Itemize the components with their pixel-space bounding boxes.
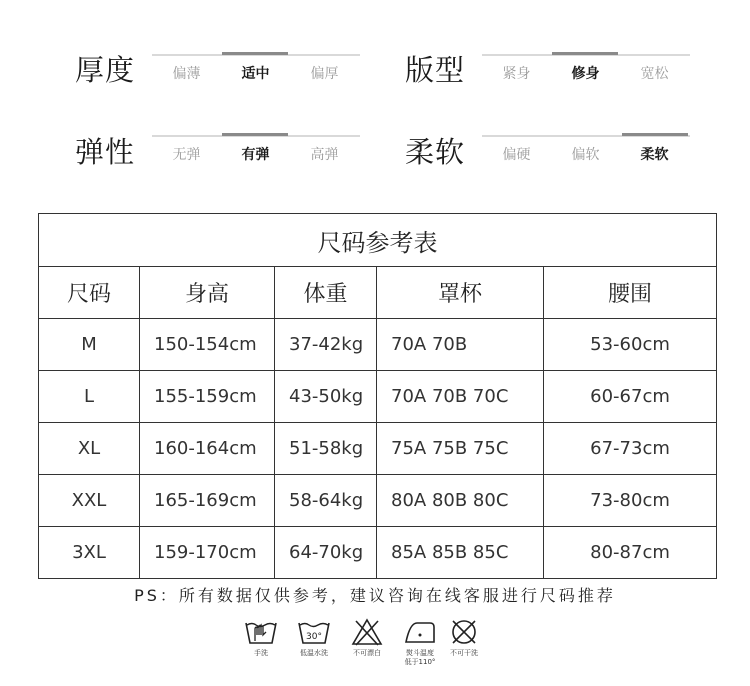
wash-temp-label: 30° xyxy=(306,632,322,642)
cell-size: XL xyxy=(39,423,140,475)
cell-size: 3XL xyxy=(39,527,140,579)
scale-option: 高弹 xyxy=(310,147,339,163)
no-dry-clean-icon xyxy=(447,617,481,647)
scale-option: 偏硬 xyxy=(502,147,531,163)
care-caption: 不可干洗 xyxy=(450,649,478,657)
cell-weight: 43-50kg xyxy=(275,371,377,423)
no-bleach-icon xyxy=(350,617,384,647)
cell-size: M xyxy=(39,319,140,371)
scale-option-selected: 修身 xyxy=(571,66,600,82)
scale-indicator xyxy=(222,133,288,136)
cell-cup: 85A 85B 85C xyxy=(377,527,544,579)
care-caption: 不可漂白 xyxy=(353,649,381,657)
cell-waist: 80-87cm xyxy=(544,527,717,579)
size-note: PS：所有数据仅供参考，建议咨询在线客服进行尺码推荐 xyxy=(134,586,616,605)
cell-height: 165-169cm xyxy=(140,475,275,527)
header-cup: 罩杯 xyxy=(377,267,544,319)
care-caption: 手洗 xyxy=(254,649,268,657)
scale-option: 紧身 xyxy=(502,66,531,82)
attr-scale xyxy=(482,127,690,167)
scale-indicator xyxy=(552,52,618,55)
attr-label: 弹性 xyxy=(75,135,136,169)
size-table-header xyxy=(39,267,717,319)
table-row xyxy=(39,371,717,423)
attr-label: 版型 xyxy=(405,53,466,87)
scale-option: 偏软 xyxy=(571,147,600,163)
cell-waist: 60-67cm xyxy=(544,371,717,423)
care-caption: 熨斗温度 低于110° xyxy=(404,649,436,666)
iron-low-icon xyxy=(403,617,437,647)
attr-scale xyxy=(482,46,690,86)
cell-cup: 75A 75B 75C xyxy=(377,423,544,475)
header-height: 身高 xyxy=(140,267,275,319)
table-row xyxy=(39,319,717,371)
attr-label: 厚度 xyxy=(75,53,136,87)
care-caption: 低温水洗 xyxy=(300,649,328,657)
attr-scale xyxy=(152,127,360,167)
cell-height: 160-164cm xyxy=(140,423,275,475)
scale-option: 无弹 xyxy=(172,147,201,163)
scale-option: 偏薄 xyxy=(172,66,201,82)
table-row xyxy=(39,527,717,579)
header-weight: 体重 xyxy=(275,267,377,319)
cell-height: 155-159cm xyxy=(140,371,275,423)
cell-weight: 51-58kg xyxy=(275,423,377,475)
scale-option: 宽松 xyxy=(640,66,669,82)
cell-weight: 58-64kg xyxy=(275,475,377,527)
cell-cup: 80A 80B 80C xyxy=(377,475,544,527)
table-row xyxy=(39,423,717,475)
cell-waist: 53-60cm xyxy=(544,319,717,371)
wash-30-icon xyxy=(297,617,331,647)
table-row xyxy=(39,475,717,527)
care-no-bleach xyxy=(337,617,397,658)
scale-indicator xyxy=(622,133,688,136)
scale-indicator xyxy=(222,52,288,55)
attr-label: 柔软 xyxy=(405,135,466,169)
header-size: 尺码 xyxy=(39,267,140,319)
cell-waist: 73-80cm xyxy=(544,475,717,527)
cell-weight: 64-70kg xyxy=(275,527,377,579)
cell-size: XXL xyxy=(39,475,140,527)
care-hand-wash xyxy=(231,617,291,658)
care-low-temp-wash xyxy=(284,617,344,658)
cell-cup: 70A 70B xyxy=(377,319,544,371)
scale-option: 偏厚 xyxy=(310,66,339,82)
care-no-dry-clean xyxy=(434,617,494,658)
cell-weight: 37-42kg xyxy=(275,319,377,371)
scale-option-selected: 柔软 xyxy=(640,147,669,163)
cell-cup: 70A 70B 70C xyxy=(377,371,544,423)
header-waist: 腰围 xyxy=(544,267,717,319)
size-table-title: 尺码参考表 xyxy=(39,214,717,267)
attr-scale xyxy=(152,46,360,86)
cell-height: 159-170cm xyxy=(140,527,275,579)
cell-size: L xyxy=(39,371,140,423)
scale-option-selected: 适中 xyxy=(241,66,270,82)
scale-option-selected: 有弹 xyxy=(241,147,270,163)
cell-height: 150-154cm xyxy=(140,319,275,371)
hand-wash-icon xyxy=(244,617,278,647)
cell-waist: 67-73cm xyxy=(544,423,717,475)
size-table xyxy=(38,213,717,579)
